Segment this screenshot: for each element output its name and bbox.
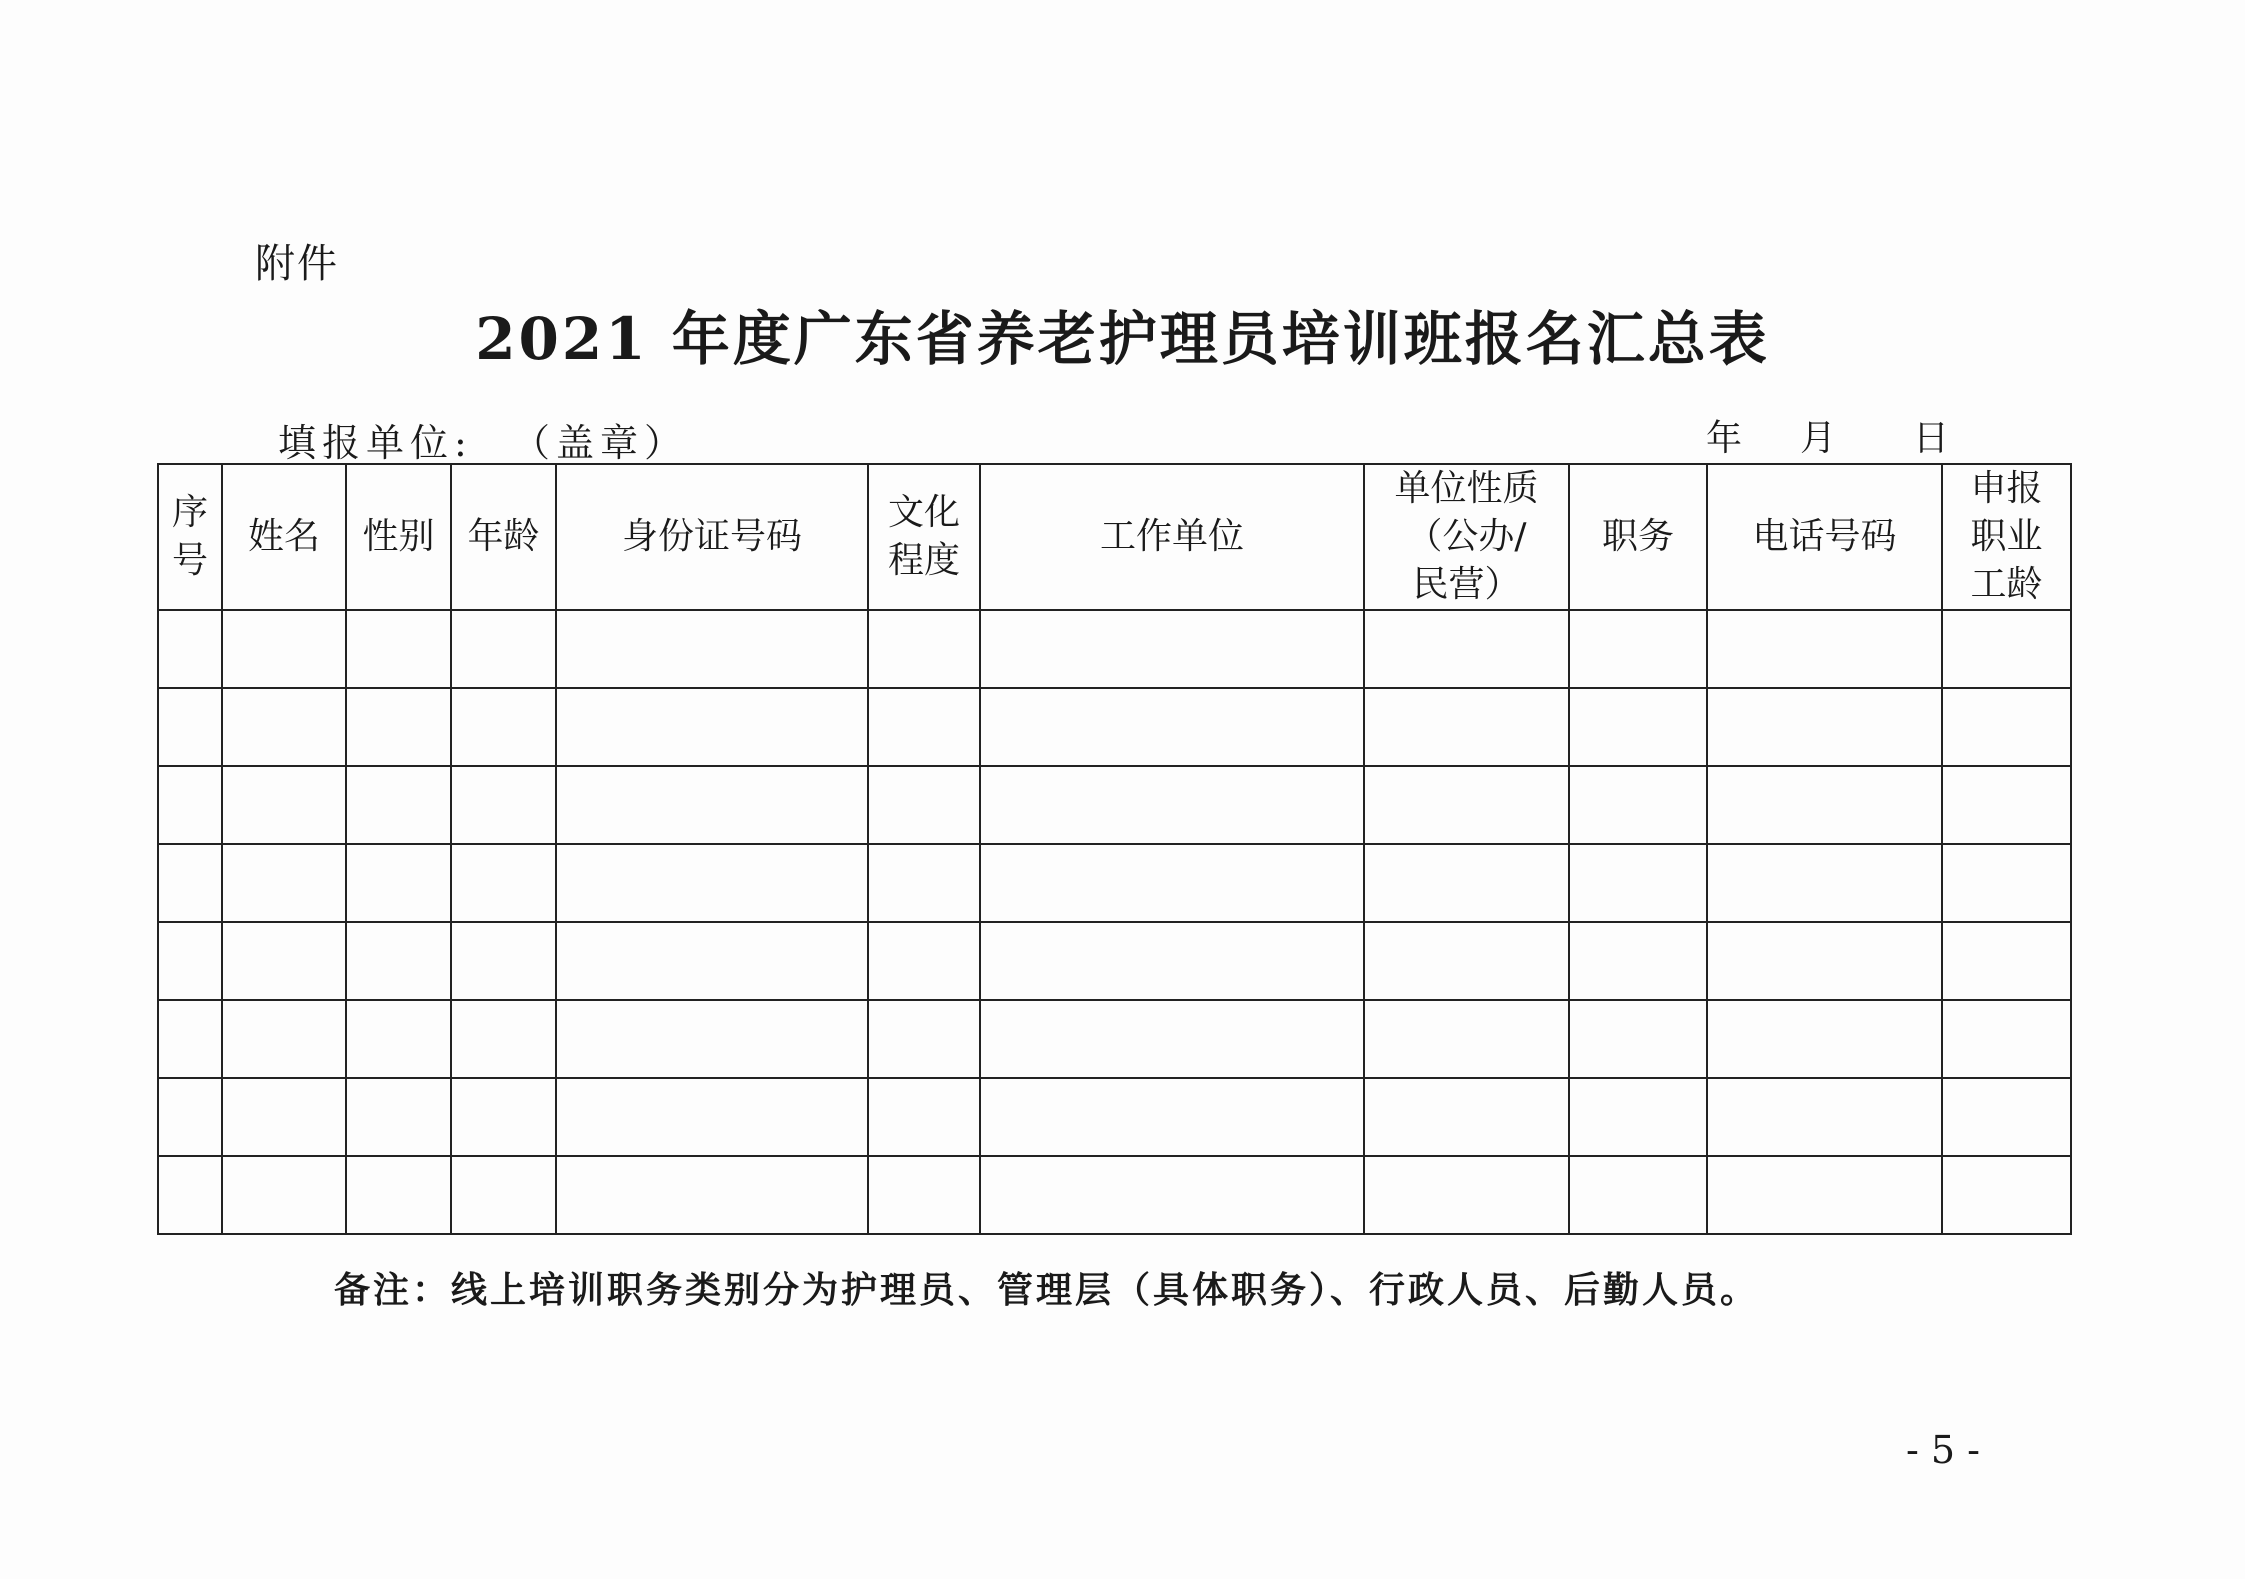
date-year-label: 年 [1706, 418, 1743, 459]
table-body [158, 610, 2071, 1234]
table-cell[interactable] [1707, 922, 1942, 1000]
table-cell[interactable] [556, 688, 868, 766]
table-cell[interactable] [222, 1156, 346, 1234]
column-header: 身份证号码 [556, 464, 868, 610]
table-cell[interactable] [346, 688, 451, 766]
column-header: 序 号 [158, 464, 222, 610]
table-cell[interactable] [1942, 1156, 2071, 1234]
fill-unit-label: 填报单位: [278, 421, 473, 465]
table-cell[interactable] [1942, 1078, 2071, 1156]
table-row [158, 610, 2071, 688]
table-cell[interactable] [346, 1078, 451, 1156]
table-row [158, 688, 2071, 766]
table-cell[interactable] [1364, 688, 1569, 766]
column-header: 电话号码 [1707, 464, 1942, 610]
table-cell[interactable] [451, 1156, 556, 1234]
table-cell[interactable] [980, 766, 1364, 844]
table-cell[interactable] [158, 766, 222, 844]
table-cell[interactable] [222, 844, 346, 922]
column-header: 职务 [1569, 464, 1707, 610]
table-cell[interactable] [556, 1000, 868, 1078]
table-cell[interactable] [1569, 1078, 1707, 1156]
table-cell[interactable] [158, 922, 222, 1000]
table-row [158, 844, 2071, 922]
table-cell[interactable] [222, 1078, 346, 1156]
table-row [158, 922, 2071, 1000]
table-cell[interactable] [1569, 922, 1707, 1000]
table-cell[interactable] [222, 922, 346, 1000]
table-cell[interactable] [222, 610, 346, 688]
table-cell[interactable] [1364, 844, 1569, 922]
table-cell[interactable] [1364, 610, 1569, 688]
table-cell[interactable] [1569, 844, 1707, 922]
table-cell[interactable] [222, 688, 346, 766]
remark-note: 备注：线上培训职务类别分为护理员、管理层（具体职务）、行政人员、后勤人员。 [334, 1269, 1760, 1311]
table-cell[interactable] [556, 610, 868, 688]
table-row [158, 1156, 2071, 1234]
table-cell[interactable] [451, 766, 556, 844]
table-cell[interactable] [980, 1156, 1364, 1234]
table-cell[interactable] [1364, 1078, 1569, 1156]
table-cell[interactable] [1707, 1000, 1942, 1078]
table-cell[interactable] [1707, 1156, 1942, 1234]
table-cell[interactable] [1942, 1000, 2071, 1078]
table-cell[interactable] [980, 1000, 1364, 1078]
table-cell[interactable] [222, 766, 346, 844]
column-header: 年龄 [451, 464, 556, 610]
table-cell[interactable] [980, 688, 1364, 766]
table-header-row [158, 464, 2071, 610]
table-cell[interactable] [1364, 766, 1569, 844]
table-cell[interactable] [1707, 610, 1942, 688]
column-header: 性别 [346, 464, 451, 610]
table-cell[interactable] [346, 844, 451, 922]
table-cell[interactable] [1569, 1156, 1707, 1234]
table-row [158, 766, 2071, 844]
table-cell[interactable] [1942, 922, 2071, 1000]
table-cell[interactable] [868, 766, 980, 844]
table-cell[interactable] [158, 1000, 222, 1078]
table-cell[interactable] [1707, 688, 1942, 766]
table-cell[interactable] [451, 1000, 556, 1078]
table-cell[interactable] [1364, 922, 1569, 1000]
column-header: 姓名 [222, 464, 346, 610]
table-cell[interactable] [346, 1156, 451, 1234]
table-cell[interactable] [556, 766, 868, 844]
registration-table [157, 463, 2072, 1235]
page-title: 2021 年度广东省养老护理员培训班报名汇总表 [475, 305, 1770, 373]
table-cell[interactable] [1707, 766, 1942, 844]
date-day-label: 日 [1913, 418, 1950, 459]
table-cell[interactable] [451, 922, 556, 1000]
table-cell[interactable] [556, 1078, 868, 1156]
table-cell[interactable] [1569, 766, 1707, 844]
table-cell[interactable] [158, 844, 222, 922]
seal-note: （盖章） [512, 421, 689, 465]
table-cell[interactable] [346, 1000, 451, 1078]
column-header: 单位性质 （公办/ 民营） [1364, 464, 1569, 610]
table-cell[interactable] [868, 1156, 980, 1234]
table-cell[interactable] [1364, 1000, 1569, 1078]
table-cell[interactable] [451, 610, 556, 688]
attachment-label: 附件 [255, 241, 339, 287]
table-cell[interactable] [556, 844, 868, 922]
date-month-label: 月 [1800, 418, 1837, 459]
table-cell[interactable] [1569, 688, 1707, 766]
table-cell[interactable] [346, 766, 451, 844]
table-cell[interactable] [1707, 844, 1942, 922]
table-cell[interactable] [868, 1000, 980, 1078]
table-cell[interactable] [980, 844, 1364, 922]
table-cell[interactable] [158, 1156, 222, 1234]
table-cell[interactable] [868, 844, 980, 922]
table-cell[interactable] [346, 610, 451, 688]
table-cell[interactable] [222, 1000, 346, 1078]
table-cell[interactable] [868, 922, 980, 1000]
table-cell[interactable] [1942, 610, 2071, 688]
table-cell[interactable] [451, 688, 556, 766]
table-cell[interactable] [158, 610, 222, 688]
table-row [158, 1078, 2071, 1156]
table-cell[interactable] [1569, 610, 1707, 688]
table-cell[interactable] [868, 610, 980, 688]
table-cell[interactable] [346, 922, 451, 1000]
page-number: - 5 - [1906, 1428, 1981, 1472]
table-cell[interactable] [1942, 766, 2071, 844]
table-cell[interactable] [556, 1156, 868, 1234]
table-cell[interactable] [980, 922, 1364, 1000]
table-cell[interactable] [868, 1078, 980, 1156]
table-cell[interactable] [980, 1078, 1364, 1156]
column-header: 申报 职业 工龄 [1942, 464, 2071, 610]
table-cell[interactable] [556, 922, 868, 1000]
table-cell[interactable] [1569, 1000, 1707, 1078]
table-cell[interactable] [158, 1078, 222, 1156]
table-cell[interactable] [1364, 1156, 1569, 1234]
table-cell[interactable] [980, 610, 1364, 688]
table-cell[interactable] [1707, 1078, 1942, 1156]
table-row [158, 1000, 2071, 1078]
table-cell[interactable] [1942, 844, 2071, 922]
table-cell[interactable] [451, 1078, 556, 1156]
table-cell[interactable] [158, 688, 222, 766]
table-cell[interactable] [1942, 688, 2071, 766]
column-header: 工作单位 [980, 464, 1364, 610]
table-cell[interactable] [451, 844, 556, 922]
column-header: 文化 程度 [868, 464, 980, 610]
table-cell[interactable] [868, 688, 980, 766]
